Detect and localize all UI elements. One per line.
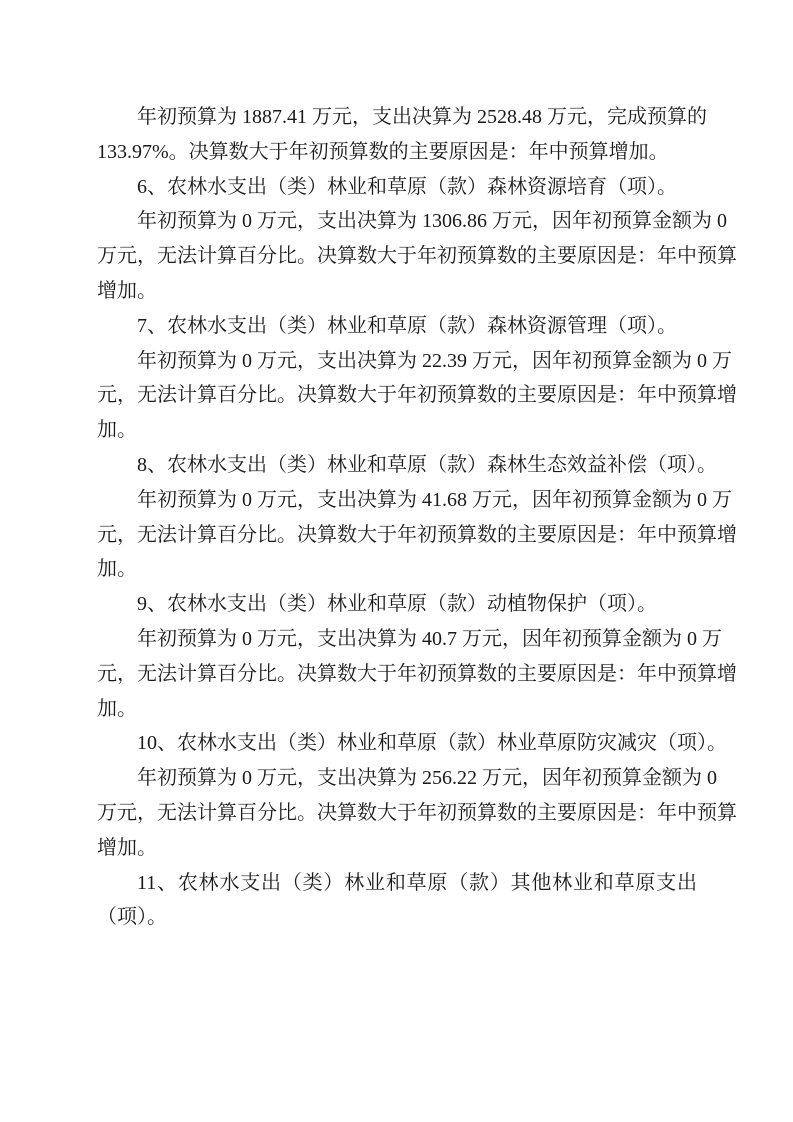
text-line: 加。 — [97, 558, 137, 581]
paragraph — [97, 866, 697, 936]
text-line: 8、农林水支出（类）林业和草原（款）森林生态效益补偿（项）。 — [137, 453, 717, 476]
text-line: 增加。 — [97, 836, 157, 859]
text-line: 133.97%。决算数大于年初预算数的主要原因是：年中预算增加。 — [97, 140, 669, 163]
paragraph — [97, 726, 727, 761]
text-line: 加。 — [97, 419, 137, 442]
paragraph — [97, 344, 737, 448]
text-line: 元，无法计算百分比。决算数大于年初预算数的主要原因是：年中预算增 — [97, 523, 737, 546]
paragraph — [97, 483, 737, 587]
text-line: 年初预算为 0 万元，支出决算为 41.68 万元，因年初预算金额为 0 万 — [137, 488, 732, 511]
paragraph — [97, 204, 737, 308]
text-line: （项）。 — [97, 906, 167, 929]
paragraph — [97, 170, 697, 205]
paragraph — [97, 761, 737, 865]
paragraph — [97, 100, 707, 170]
text-line: 11、农林水支出（类）林业和草原（款）其他林业和草原支出 — [137, 871, 697, 894]
paragraph — [97, 309, 697, 344]
text-line: 年初预算为 0 万元，支出决算为 1306.86 万元，因年初预算金额为 0 — [137, 210, 727, 233]
text-line: 元，无法计算百分比。决算数大于年初预算数的主要原因是：年中预算增 — [97, 384, 737, 407]
paragraph — [97, 448, 717, 483]
text-line: 加。 — [97, 697, 137, 720]
document-body — [97, 100, 737, 935]
text-line: 9、农林水支出（类）林业和草原（款）动植物保护（项）。 — [137, 593, 657, 616]
text-line: 万元，无法计算百分比。决算数大于年初预算数的主要原因是：年中预算 — [97, 801, 737, 824]
paragraph — [97, 587, 697, 622]
text-line: 万元，无法计算百分比。决算数大于年初预算数的主要原因是：年中预算 — [97, 245, 737, 268]
text-line: 年初预算为 0 万元，支出决算为 22.39 万元，因年初预算金额为 0 万 — [137, 349, 732, 372]
text-line: 增加。 — [97, 279, 157, 302]
text-line: 年初预算为 0 万元，支出决算为 40.7 万元，因年初预算金额为 0 万 — [137, 627, 722, 650]
text-line: 10、农林水支出（类）林业和草原（款）林业草原防灾减灾（项）。 — [137, 732, 727, 755]
text-line: 年初预算为 1887.41 万元，支出决算为 2528.48 万元，完成预算的 — [137, 106, 707, 128]
paragraph — [97, 622, 737, 726]
text-line: 7、农林水支出（类）林业和草原（款）森林资源管理（项）。 — [137, 314, 677, 337]
text-line: 年初预算为 0 万元，支出决算为 256.22 万元，因年初预算金额为 0 — [137, 767, 717, 790]
text-line: 元，无法计算百分比。决算数大于年初预算数的主要原因是：年中预算增 — [97, 662, 737, 685]
text-line: 6、农林水支出（类）林业和草原（款）森林资源培育（项）。 — [137, 175, 677, 198]
